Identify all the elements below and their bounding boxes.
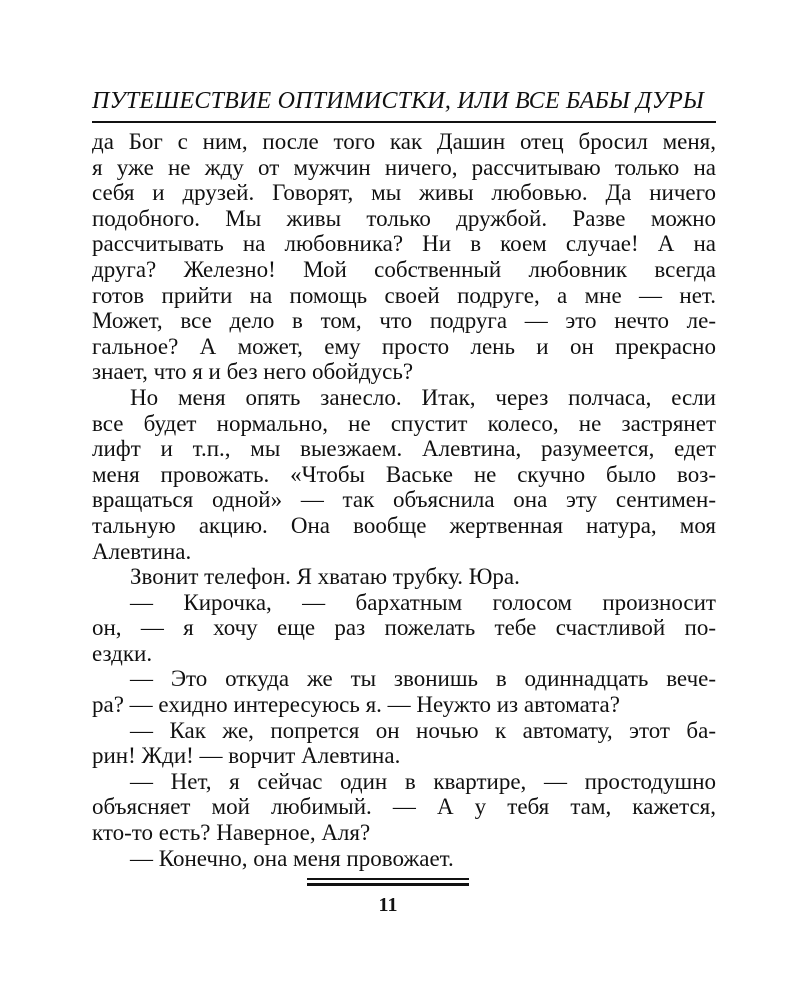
- text-line: он, — я хочу еще раз пожелать тебе счастливой по-: [92, 615, 716, 641]
- text-line: рин! Жди! — ворчит Алевтина.: [92, 743, 401, 769]
- text-line: гальное? А может, ему просто лень и он прекрасно: [92, 333, 716, 359]
- text-line: Алевтина.: [92, 538, 192, 564]
- text-line: — Как же, попрется он ночью к автомату, этот ба-: [130, 717, 716, 743]
- text-line: Звонит телефон. Я хватаю трубку. Юра.: [130, 564, 520, 590]
- running-head: ПУТЕШЕСТВИЕ ОПТИМИСТКИ, ИЛИ ВСЕ БАБЫ ДУРЫ: [92, 88, 705, 114]
- text-line: друга? Железно! Мой собственный любовник всегда: [92, 256, 716, 282]
- text-line: меня провожать. «Чтобы Ваське не скучно было воз-: [92, 461, 716, 487]
- text-line: подобного. Мы живы только дружбой. Разве можно: [92, 205, 716, 231]
- footer-rule-thin: [307, 878, 469, 880]
- body-text: [92, 129, 716, 871]
- text-line: тальную акцию. Она вообще жертвенная натура, моя: [92, 512, 716, 538]
- text-line: ра? — ехидно интересуюсь я. — Неужто из автомата?: [92, 692, 620, 718]
- text-line: ездки.: [92, 640, 153, 666]
- text-line: Но меня опять занесло. Итак, через полчаса, если: [130, 384, 716, 410]
- text-line: — Конечно, она меня провожает.: [130, 845, 454, 871]
- text-line: все будет нормально, не спустит колесо, не застрянет: [92, 410, 716, 436]
- text-line: рассчитывать на любовника? Ни в коем случае! А на: [92, 231, 716, 257]
- text-line: — Это откуда же ты звонишь в одиннадцать вече-: [130, 666, 716, 692]
- text-line: — Нет, я сейчас один в квартире, — простодушно: [130, 768, 716, 794]
- text-line: да Бог с ним, после того как Дашин отец бросил меня,: [92, 129, 716, 154]
- text-line: — Кирочка, — бархатным голосом произносит: [130, 589, 716, 615]
- text-line: знает, что я и без него обойдусь?: [92, 359, 414, 385]
- page-number: 11: [378, 894, 398, 916]
- text-line: Может, все дело в том, что подруга — это нечто ле-: [92, 308, 716, 334]
- header-rule: [92, 121, 716, 123]
- text-line: объясняет мой любимый. — А у тебя там, кажется,: [92, 794, 716, 820]
- text-line: лифт и т.п., мы выезжаем. Алевтина, разумеется, едет: [92, 436, 716, 462]
- text-line: готов прийти на помощь своей подруге, а мне — нет.: [92, 282, 716, 308]
- text-line: я уже не жду от мужчин ничего, рассчитываю только на: [92, 154, 716, 180]
- text-line: себя и друзей. Говорят, мы живы любовью. Да ничего: [92, 180, 716, 206]
- text-line: вращаться одной» — так объяснила она эту сентимен-: [92, 487, 716, 513]
- footer-rule-thick: [307, 883, 469, 886]
- text-line: кто-то есть? Наверное, Аля?: [92, 820, 371, 846]
